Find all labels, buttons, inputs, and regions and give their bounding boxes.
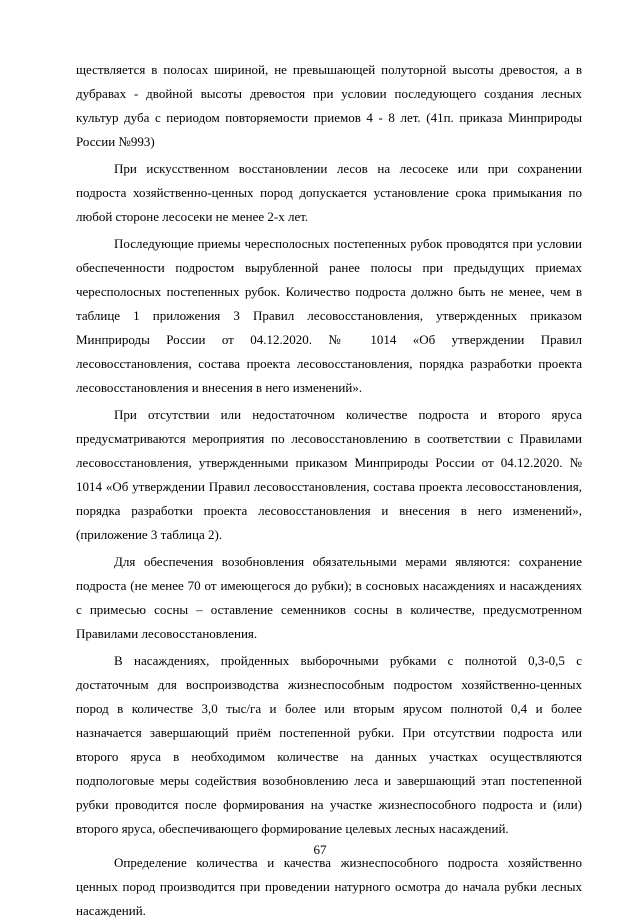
paragraph-artificial-restoration: При искусственном восстановлении лесов на лесосеке или при сохранении подроста хозяйственно-ценных пород допускается установление срока примыкания по любой стороне лесосеки не менее 2-х лет. — [76, 161, 582, 224]
paragraph-subsequent-cuttings: Последующие приемы чересполосных постепенных рубок проводятся при условии обеспеченности подростом вырубленной ранее полосы при предыдущих приемах чересполосных постепенных рубок. Количество подроста должно быть не менее, чем в таблице 1 приложения 3 Правил лесовосстановления, утвержденных приказом Минприроды России от 04.12.2020. № 1014 «Об утверждении Правил лесовосстановления, состава проекта лесовосстановления, порядка разработки проекта лесовосстановления и внесения в него изменений». — [76, 236, 582, 395]
paragraph-selective-cuttings: В насаждениях, пройденных выборочными рубками с полнотой 0,3-0,5 с достаточным для воспроизводства жизнеспособным подростом хозяйственно-ценных пород в количестве 3,0 тыс/га и более или вторым ярусом полнотой 0,4 и более назначается завершающий приём постепенной рубки. При отсутствии подроста или второго яруса в необходимом количестве на данных участках осуществляются подпологовые меры содействия возобновлению леса и завершающий этап постепенной рубки проводится после формирования на участке жизнеспособного подроста и (или) второго яруса, обеспечивающего формирование целевых лесных насаждений. — [76, 653, 582, 836]
paragraph-lack-of-undergrowth: При отсутствии или недостаточном количестве подроста и второго яруса предусматриваются мероприятия по лесовосстановлению в соответствии с Правилами лесовосстановления, утвержденными приказом Минприроды России от 04.12.2020. № 1014 «Об утверждении Правил лесовосстановления, состава проекта лесовосстановления, порядка разработки проекта лесовосстановления и внесения в него изменений», (приложение 3 таблица 2). — [76, 407, 582, 542]
paragraph-continuation: ществляется в полосах шириной, не превышающей полуторной высоты древостоя, а в дубравах - двойной высоты древостоя при условии последующего создания лесных культур дуба с периодом повторяемости приемов 4 - 8 лет. (41п. приказа Минприроды России №993) — [76, 62, 582, 149]
paragraph-mandatory-measures: Для обеспечения возобновления обязательными мерами являются: сохранение подроста (не менее 70 от имеющегося до рубки); в сосновых насаждениях и насаждениях с примесью сосны – оставление семенников сосны в количестве, предусмотренном Правилами лесовосстановления. — [76, 554, 582, 641]
body-text — [76, 58, 582, 923]
paragraph-undergrowth-assessment: Определение количества и качества жизнеспособного подроста хозяйственно ценных пород производится при проведении натурного осмотра до начала рубки лесных насаждений. — [76, 855, 582, 918]
page-number: 67 — [313, 842, 327, 857]
